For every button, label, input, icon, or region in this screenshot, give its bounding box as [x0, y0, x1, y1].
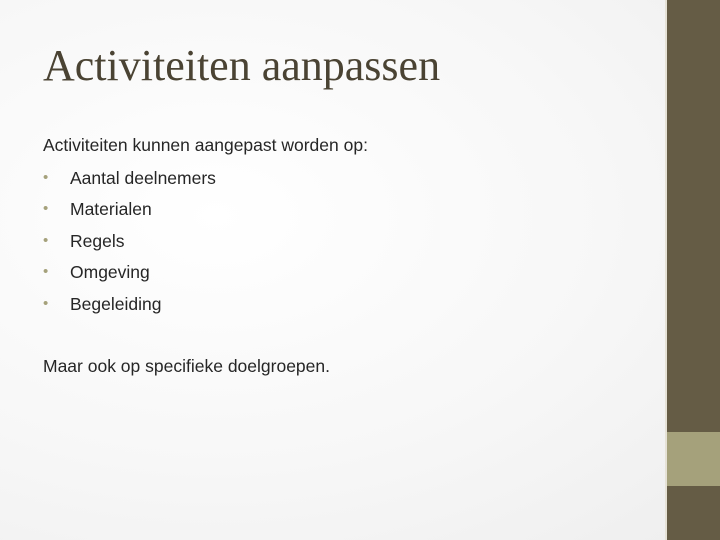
bullet-icon: • — [43, 168, 49, 186]
bullet-icon: • — [43, 263, 49, 281]
side-decorative-accent — [667, 432, 720, 486]
list-item-label: Materialen — [70, 199, 152, 220]
intro-text: Activiteiten kunnen aangepast worden op: — [43, 135, 368, 155]
slide-title: Activiteiten aanpassen — [43, 41, 441, 90]
bullet-icon: • — [43, 200, 49, 218]
list-item — [43, 288, 643, 320]
bullet-icon: • — [43, 294, 49, 312]
list-item-label: Regels — [70, 230, 125, 251]
bullet-icon: • — [43, 231, 49, 249]
bullet-list — [43, 162, 643, 320]
list-item — [43, 162, 643, 194]
list-item — [43, 257, 643, 289]
list-item-label: Omgeving — [70, 262, 150, 283]
list-item — [43, 225, 643, 257]
list-item-label: Aantal deelnemers — [70, 167, 216, 188]
list-item-label: Begeleiding — [70, 293, 162, 314]
outro-text: Maar ook op specifieke doelgroepen. — [43, 355, 330, 376]
list-item — [43, 194, 643, 226]
slide-body — [43, 131, 643, 380]
